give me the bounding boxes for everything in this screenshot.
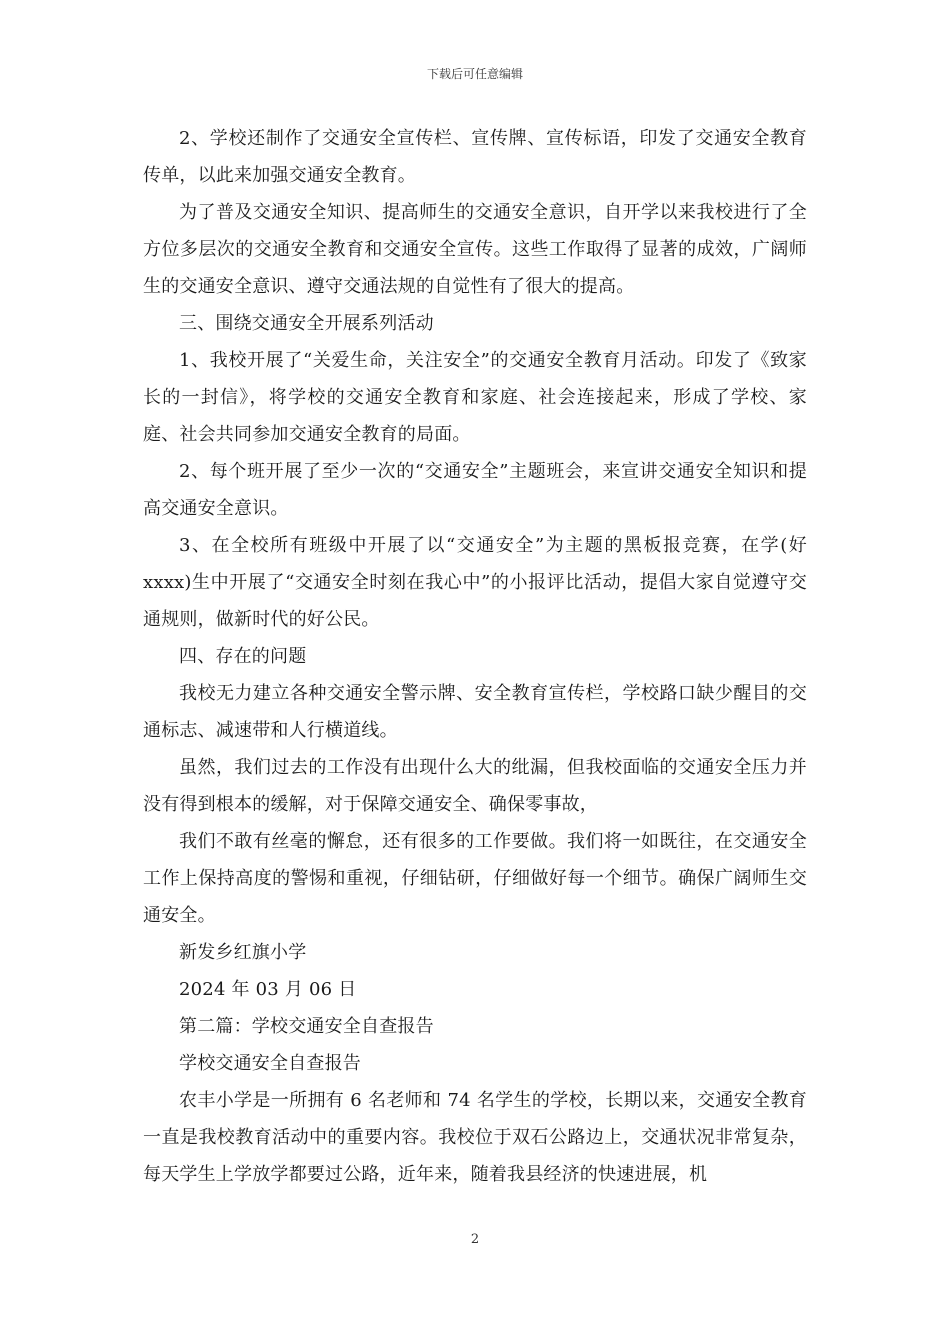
paragraph-4: 1、我校开展了“关爱生命，关注安全”的交通安全教育月活动。印发了《致家长的一封信》，将学校的交通安全教育和家庭、社会连接起来，形成了学校、家庭、社会共同参加交通安全教育的局面。 [143, 350, 807, 445]
paragraph-1: 2、学校还制作了交通安全宣传栏、宣传牌、宣传标语，印发了交通安全教育传单，以此来加强交通安全教育。 [143, 128, 807, 186]
chapter-heading: 第二篇：学校交通安全自查报告 [179, 1016, 434, 1037]
document-body [143, 120, 807, 1193]
paragraph-5: 2、每个班开展了至少一次的“交通安全”主题班会，来宣讲交通安全知识和提高交通安全意识。 [143, 461, 807, 519]
paragraph-9: 虽然，我们过去的工作没有出现什么大的纰漏，但我校面临的交通安全压力并没有得到根本的缓解，对于保障交通安全、确保零事故， [143, 757, 807, 815]
signature-school: 新发乡红旗小学 [179, 942, 307, 963]
paragraph-10: 我们不敢有丝毫的懈怠，还有很多的工作要做。我们将一如既往，在交通安全工作上保持高度的警惕和重视，仔细钻研，仔细做好每一个细节。确保广阔师生交通安全。 [143, 831, 807, 926]
paragraph-8: 我校无力建立各种交通安全警示牌、安全教育宣传栏，学校路口缺少醒目的交通标志、减速带和人行横道线。 [143, 683, 807, 741]
signature-date: 2024 年 03 月 06 日 [179, 979, 357, 1000]
report-title: 学校交通安全自查报告 [179, 1053, 361, 1074]
page-header: 下载后可任意编辑 [426, 67, 523, 81]
section-heading-3: 三、围绕交通安全开展系列活动 [179, 313, 434, 334]
paragraph-2: 为了普及交通安全知识、提高师生的交通安全意识，自开学以来我校进行了全方位多层次的交通安全教育和交通安全宣传。这些工作取得了显著的成效，广阔师生的交通安全意识、遵守交通法规的自觉性有了很大的提高。 [143, 202, 807, 297]
section-heading-4: 四、存在的问题 [179, 646, 307, 667]
paragraph-6: 3、在全校所有班级中开展了以“交通安全”为主题的黑板报竞赛，在学(好 xxxx)生中开展了“交通安全时刻在我心中”的小报评比活动，提倡大家自觉遵守交通规则，做新时代的好公民。 [143, 535, 807, 630]
paragraph-15: 农丰小学是一所拥有 6 名老师和 74 名学生的学校，长期以来，交通安全教育一直是我校教育活动中的重要内容。我校位于双石公路边上，交通状况非常复杂，每天学生上学放学都要过公路，近年来，随着我县经济的快速进展，机 [143, 1090, 807, 1185]
page-number: 2 [470, 1232, 480, 1247]
